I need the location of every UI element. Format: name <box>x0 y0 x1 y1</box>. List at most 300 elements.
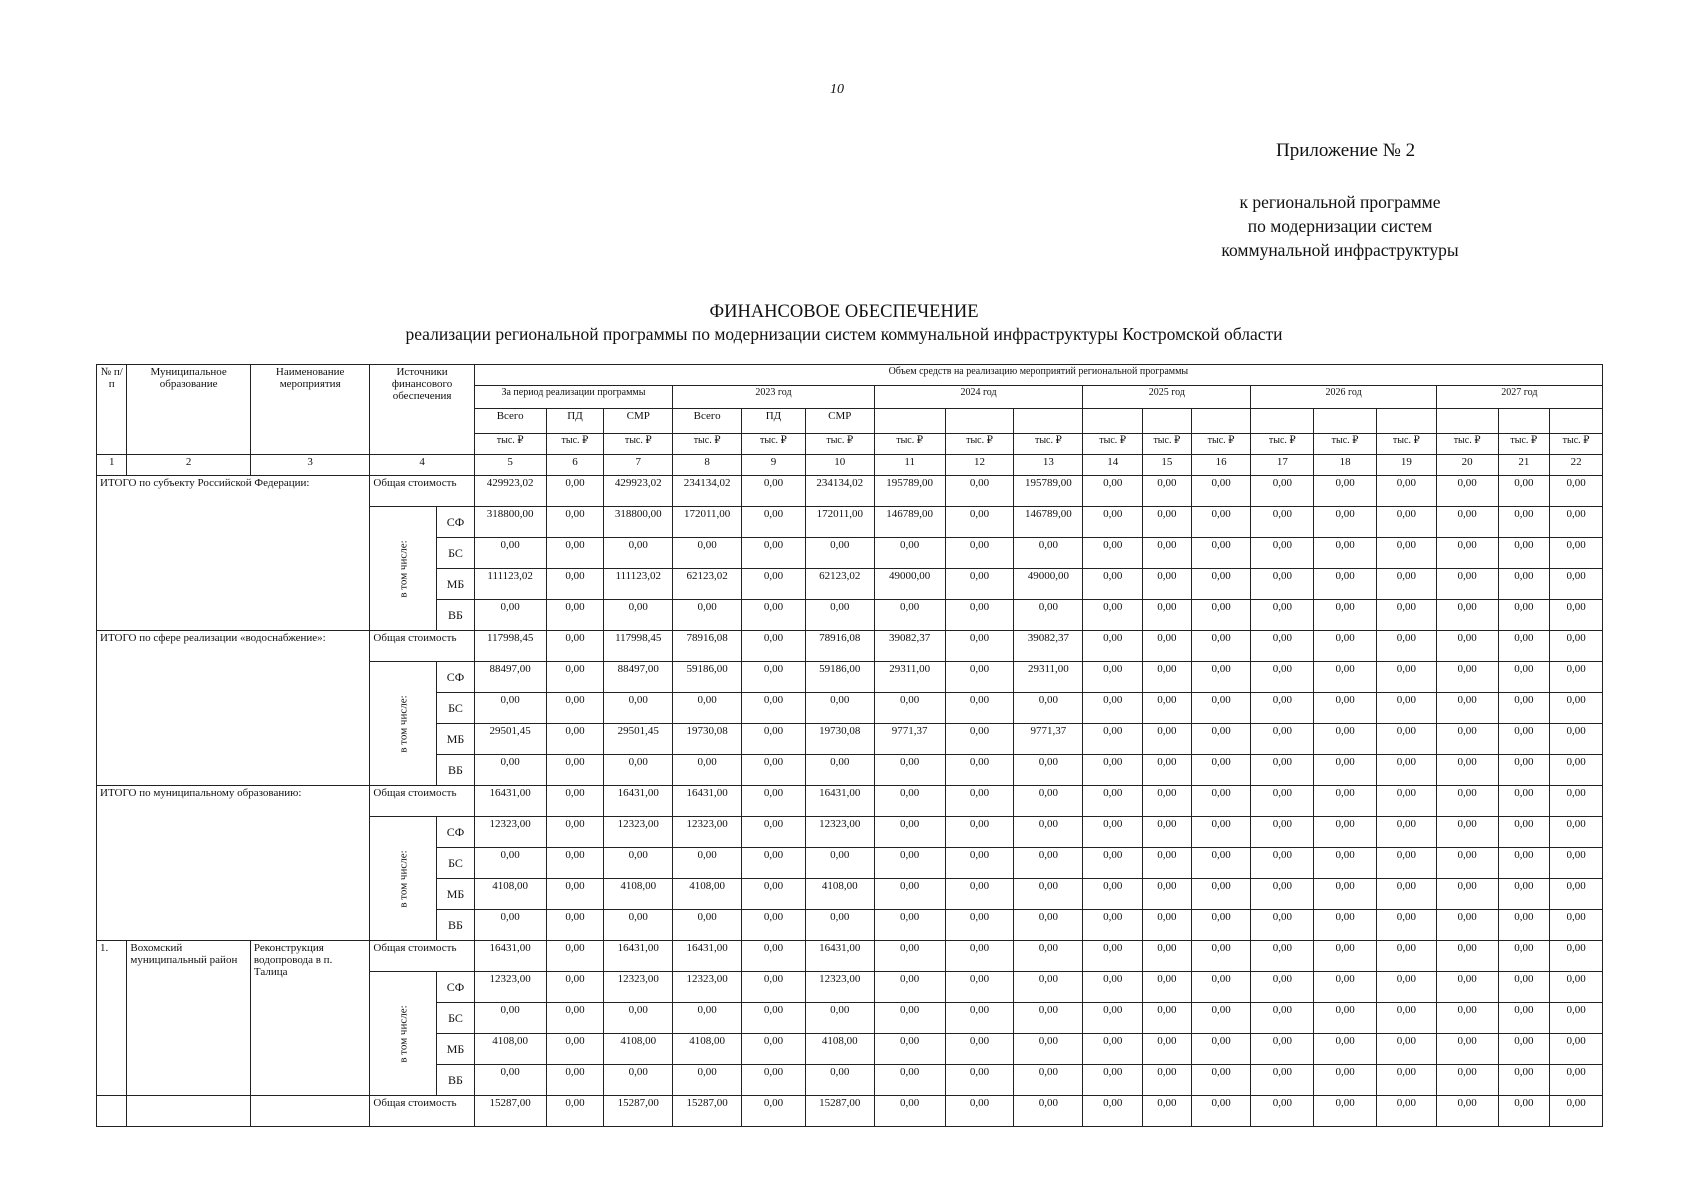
value-cell: 117998,45 <box>474 631 546 662</box>
value-cell: 0,00 <box>1314 972 1377 1003</box>
value-cell: 0,00 <box>1377 724 1437 755</box>
value-cell: 0,00 <box>1377 1003 1437 1034</box>
value-cell: 0,00 <box>1143 476 1192 507</box>
value-cell: 29311,00 <box>1014 662 1083 693</box>
value-cell: 0,00 <box>945 1034 1014 1065</box>
municipality-name: Вохомский муниципальный район <box>127 941 251 1096</box>
value-cell: 0,00 <box>1083 662 1143 693</box>
value-cell: 0,00 <box>1436 1096 1498 1127</box>
value-cell: 0,00 <box>546 1065 604 1096</box>
value-cell: 0,00 <box>1083 693 1143 724</box>
value-cell: 0,00 <box>1314 476 1377 507</box>
value-cell: 0,00 <box>474 538 546 569</box>
value-cell: 0,00 <box>1550 724 1603 755</box>
row-number: 1. <box>97 941 127 1096</box>
value-cell: 49000,00 <box>1014 569 1083 600</box>
value-cell: 0,00 <box>1014 879 1083 910</box>
value-cell: 0,00 <box>1377 848 1437 879</box>
value-cell: 0,00 <box>1377 941 1437 972</box>
value-cell: 0,00 <box>874 755 945 786</box>
table-row <box>97 631 1603 662</box>
value-cell: 0,00 <box>546 972 604 1003</box>
value-cell: 0,00 <box>1083 600 1143 631</box>
value-cell: 172011,00 <box>805 507 874 538</box>
municipality-name <box>127 1096 251 1127</box>
value-cell: 0,00 <box>1498 693 1550 724</box>
value-cell: 0,00 <box>673 848 742 879</box>
value-cell: 0,00 <box>1498 786 1550 817</box>
value-cell: 0,00 <box>805 693 874 724</box>
unit-cell: тыс. ₽ <box>1251 434 1314 455</box>
column-number: 12 <box>945 455 1014 476</box>
value-cell: 0,00 <box>474 600 546 631</box>
value-cell: 0,00 <box>1550 972 1603 1003</box>
value-cell: 318800,00 <box>474 507 546 538</box>
page-number: 10 <box>830 82 844 97</box>
value-cell: 0,00 <box>1083 817 1143 848</box>
value-cell: 0,00 <box>805 1003 874 1034</box>
column-number: 18 <box>1314 455 1377 476</box>
value-cell: 0,00 <box>742 848 806 879</box>
value-cell: 0,00 <box>1083 507 1143 538</box>
value-cell: 78916,08 <box>673 631 742 662</box>
value-cell: 0,00 <box>1191 910 1251 941</box>
value-cell: 0,00 <box>742 476 806 507</box>
value-cell: 0,00 <box>1377 538 1437 569</box>
value-cell: 0,00 <box>1550 1096 1603 1127</box>
source-label: СФ <box>437 662 474 693</box>
value-cell: 0,00 <box>546 507 604 538</box>
value-cell: 0,00 <box>945 600 1014 631</box>
volume-header: Объем средств на реализацию мероприятий региональной программы <box>474 365 1602 386</box>
value-cell: 172011,00 <box>673 507 742 538</box>
unit-cell: тыс. ₽ <box>673 434 742 455</box>
value-cell: 0,00 <box>1251 476 1314 507</box>
value-cell: 0,00 <box>1498 879 1550 910</box>
unit-cell: тыс. ₽ <box>1436 434 1498 455</box>
value-cell: 0,00 <box>742 786 806 817</box>
value-cell: 0,00 <box>1550 941 1603 972</box>
value-cell: 0,00 <box>1083 910 1143 941</box>
value-cell: 0,00 <box>1377 662 1437 693</box>
value-cell: 0,00 <box>546 786 604 817</box>
value-cell: 0,00 <box>1251 538 1314 569</box>
value-cell: 16431,00 <box>673 941 742 972</box>
event-name: Реконструкция водопровода в п. Талица <box>250 941 370 1096</box>
value-cell: 0,00 <box>1083 848 1143 879</box>
value-cell: 0,00 <box>1191 1065 1251 1096</box>
value-cell: 0,00 <box>673 538 742 569</box>
value-cell: 4108,00 <box>604 879 673 910</box>
incl-label-text: в том числе: <box>397 1004 410 1063</box>
event-name <box>250 1096 370 1127</box>
sub-header: СМР <box>805 409 874 434</box>
value-cell: 0,00 <box>1191 476 1251 507</box>
value-cell: 0,00 <box>1436 1065 1498 1096</box>
value-cell: 0,00 <box>604 755 673 786</box>
column-number: 2 <box>127 455 251 476</box>
value-cell: 0,00 <box>945 817 1014 848</box>
total-cost-label: Общая стоимость <box>370 1096 474 1127</box>
value-cell: 0,00 <box>1083 538 1143 569</box>
value-cell: 16431,00 <box>805 786 874 817</box>
value-cell: 19730,08 <box>673 724 742 755</box>
value-cell: 0,00 <box>1314 1096 1377 1127</box>
value-cell: 0,00 <box>874 1065 945 1096</box>
value-cell: 0,00 <box>1498 1034 1550 1065</box>
value-cell: 0,00 <box>604 693 673 724</box>
value-cell: 0,00 <box>1014 1065 1083 1096</box>
source-label: ВБ <box>437 910 474 941</box>
value-cell: 0,00 <box>742 941 806 972</box>
value-cell: 0,00 <box>1191 693 1251 724</box>
value-cell: 15287,00 <box>474 1096 546 1127</box>
value-cell: 0,00 <box>1498 476 1550 507</box>
value-cell: 88497,00 <box>474 662 546 693</box>
value-cell: 0,00 <box>945 538 1014 569</box>
value-cell: 0,00 <box>1314 631 1377 662</box>
value-cell: 0,00 <box>1083 1034 1143 1065</box>
unit-cell: тыс. ₽ <box>945 434 1014 455</box>
unit-cell: тыс. ₽ <box>604 434 673 455</box>
value-cell: 0,00 <box>604 910 673 941</box>
value-cell: 0,00 <box>742 879 806 910</box>
value-cell: 0,00 <box>742 817 806 848</box>
value-cell: 0,00 <box>1014 755 1083 786</box>
value-cell: 0,00 <box>874 848 945 879</box>
value-cell: 0,00 <box>1377 1065 1437 1096</box>
value-cell: 0,00 <box>1314 662 1377 693</box>
year-2027-header: 2027 год <box>1436 386 1602 409</box>
incl-label-text: в том числе: <box>397 849 410 908</box>
value-cell: 0,00 <box>945 1065 1014 1096</box>
source-label: МБ <box>437 569 474 600</box>
value-cell: 0,00 <box>1143 1096 1192 1127</box>
sub-header: Всего <box>673 409 742 434</box>
value-cell: 0,00 <box>1014 1034 1083 1065</box>
value-cell: 0,00 <box>742 1096 806 1127</box>
value-cell: 15287,00 <box>604 1096 673 1127</box>
value-cell: 0,00 <box>1550 631 1603 662</box>
value-cell: 0,00 <box>945 972 1014 1003</box>
value-cell: 39082,37 <box>1014 631 1083 662</box>
value-cell: 0,00 <box>1436 1034 1498 1065</box>
col-no-header: № п/п <box>97 365 127 455</box>
unit-cell: тыс. ₽ <box>546 434 604 455</box>
value-cell: 0,00 <box>1377 786 1437 817</box>
value-cell: 0,00 <box>742 631 806 662</box>
column-number: 16 <box>1191 455 1251 476</box>
value-cell: 0,00 <box>1436 910 1498 941</box>
unit-cell: тыс. ₽ <box>1377 434 1437 455</box>
total-cost-label: Общая стоимость <box>370 631 474 662</box>
value-cell: 0,00 <box>1143 693 1192 724</box>
incl-label <box>370 817 437 941</box>
value-cell: 0,00 <box>1436 755 1498 786</box>
value-cell: 0,00 <box>1083 476 1143 507</box>
value-cell: 29311,00 <box>874 662 945 693</box>
value-cell: 0,00 <box>1550 507 1603 538</box>
value-cell: 0,00 <box>1314 786 1377 817</box>
column-number: 13 <box>1014 455 1083 476</box>
value-cell: 0,00 <box>1014 910 1083 941</box>
source-label: СФ <box>437 507 474 538</box>
unit-cell: тыс. ₽ <box>742 434 806 455</box>
value-cell: 0,00 <box>805 848 874 879</box>
value-cell: 0,00 <box>1314 538 1377 569</box>
value-cell: 0,00 <box>1436 786 1498 817</box>
value-cell: 0,00 <box>1143 755 1192 786</box>
value-cell: 0,00 <box>1436 476 1498 507</box>
value-cell: 0,00 <box>1314 879 1377 910</box>
value-cell: 0,00 <box>1436 693 1498 724</box>
total-cost-label: Общая стоимость <box>370 476 474 507</box>
value-cell: 0,00 <box>546 476 604 507</box>
value-cell: 0,00 <box>1314 600 1377 631</box>
value-cell: 0,00 <box>1550 786 1603 817</box>
value-cell: 0,00 <box>1550 879 1603 910</box>
value-cell: 12323,00 <box>604 972 673 1003</box>
value-cell: 16431,00 <box>474 786 546 817</box>
column-number: 11 <box>874 455 945 476</box>
value-cell: 0,00 <box>874 693 945 724</box>
value-cell: 0,00 <box>1191 600 1251 631</box>
value-cell: 0,00 <box>1498 1003 1550 1034</box>
value-cell: 0,00 <box>1436 879 1498 910</box>
value-cell: 0,00 <box>1314 569 1377 600</box>
value-cell: 0,00 <box>673 1065 742 1096</box>
value-cell: 0,00 <box>1550 1003 1603 1034</box>
value-cell: 0,00 <box>1436 848 1498 879</box>
incl-label-text: в том числе: <box>397 694 410 753</box>
value-cell: 0,00 <box>1498 631 1550 662</box>
value-cell: 0,00 <box>1191 569 1251 600</box>
value-cell: 0,00 <box>1083 972 1143 1003</box>
source-label: БС <box>437 1003 474 1034</box>
value-cell: 0,00 <box>546 724 604 755</box>
value-cell: 0,00 <box>1083 1065 1143 1096</box>
value-cell: 0,00 <box>546 910 604 941</box>
value-cell: 0,00 <box>1191 1003 1251 1034</box>
value-cell: 4108,00 <box>673 879 742 910</box>
unit-cell: тыс. ₽ <box>874 434 945 455</box>
value-cell: 4108,00 <box>805 1034 874 1065</box>
table-row <box>97 1096 1603 1127</box>
source-label: МБ <box>437 879 474 910</box>
value-cell: 111123,02 <box>604 569 673 600</box>
value-cell: 0,00 <box>805 600 874 631</box>
value-cell: 0,00 <box>1143 662 1192 693</box>
value-cell: 0,00 <box>1143 1003 1192 1034</box>
value-cell: 0,00 <box>1083 1003 1143 1034</box>
value-cell: 0,00 <box>1436 507 1498 538</box>
incl-label <box>370 662 437 786</box>
value-cell: 0,00 <box>1550 538 1603 569</box>
value-cell: 0,00 <box>1314 724 1377 755</box>
table-row <box>97 476 1603 507</box>
value-cell: 146789,00 <box>1014 507 1083 538</box>
value-cell: 0,00 <box>1436 662 1498 693</box>
value-cell: 4108,00 <box>474 1034 546 1065</box>
value-cell: 12323,00 <box>805 817 874 848</box>
value-cell: 0,00 <box>1498 538 1550 569</box>
value-cell: 0,00 <box>945 941 1014 972</box>
value-cell: 59186,00 <box>805 662 874 693</box>
value-cell: 0,00 <box>1014 1003 1083 1034</box>
value-cell: 0,00 <box>874 600 945 631</box>
document-title: ФИНАНСОВОЕ ОБЕСПЕЧЕНИЕ <box>709 302 979 322</box>
value-cell: 0,00 <box>1143 848 1192 879</box>
value-cell: 12323,00 <box>474 972 546 1003</box>
value-cell: 0,00 <box>1377 1096 1437 1127</box>
incl-label <box>370 507 437 631</box>
value-cell: 0,00 <box>1314 693 1377 724</box>
value-cell: 0,00 <box>1251 941 1314 972</box>
value-cell: 0,00 <box>1143 972 1192 1003</box>
value-cell: 12323,00 <box>805 972 874 1003</box>
column-numbers-row <box>97 455 1603 476</box>
column-number: 6 <box>546 455 604 476</box>
value-cell: 0,00 <box>1251 910 1314 941</box>
value-cell: 0,00 <box>1083 724 1143 755</box>
source-label: МБ <box>437 724 474 755</box>
value-cell: 12323,00 <box>474 817 546 848</box>
value-cell: 16431,00 <box>474 941 546 972</box>
source-label: БС <box>437 538 474 569</box>
value-cell: 88497,00 <box>604 662 673 693</box>
column-number: 19 <box>1377 455 1437 476</box>
value-cell: 0,00 <box>1436 817 1498 848</box>
group-title: ИТОГО по субъекту Российской Федерации: <box>97 476 370 631</box>
value-cell: 0,00 <box>1550 755 1603 786</box>
value-cell: 0,00 <box>546 662 604 693</box>
source-label: ВБ <box>437 1065 474 1096</box>
value-cell: 0,00 <box>1143 724 1192 755</box>
value-cell: 0,00 <box>474 693 546 724</box>
value-cell: 0,00 <box>945 786 1014 817</box>
value-cell: 0,00 <box>742 507 806 538</box>
value-cell: 0,00 <box>1498 972 1550 1003</box>
value-cell: 0,00 <box>945 507 1014 538</box>
value-cell: 0,00 <box>1014 693 1083 724</box>
value-cell: 0,00 <box>1014 817 1083 848</box>
value-cell: 16431,00 <box>673 786 742 817</box>
value-cell: 0,00 <box>546 941 604 972</box>
appendix-line: к региональной программе <box>1239 192 1441 212</box>
value-cell: 0,00 <box>1498 910 1550 941</box>
value-cell: 0,00 <box>1251 662 1314 693</box>
appendix-title: Приложение № 2 <box>1276 140 1416 161</box>
value-cell: 0,00 <box>1143 879 1192 910</box>
value-cell: 429923,02 <box>604 476 673 507</box>
value-cell: 0,00 <box>1550 848 1603 879</box>
value-cell: 0,00 <box>1377 693 1437 724</box>
unit-cell: тыс. ₽ <box>1014 434 1083 455</box>
source-label: ВБ <box>437 600 474 631</box>
value-cell: 0,00 <box>546 817 604 848</box>
value-cell: 0,00 <box>673 910 742 941</box>
value-cell: 0,00 <box>474 1065 546 1096</box>
value-cell: 0,00 <box>1191 631 1251 662</box>
value-cell: 0,00 <box>1251 724 1314 755</box>
value-cell: 0,00 <box>1314 941 1377 972</box>
value-cell: 0,00 <box>874 786 945 817</box>
value-cell: 15287,00 <box>673 1096 742 1127</box>
value-cell: 0,00 <box>1314 1065 1377 1096</box>
value-cell: 0,00 <box>1377 631 1437 662</box>
value-cell: 0,00 <box>1436 941 1498 972</box>
value-cell: 0,00 <box>945 755 1014 786</box>
value-cell: 117998,45 <box>604 631 673 662</box>
year-2024-header: 2024 год <box>874 386 1083 409</box>
unit-cell: тыс. ₽ <box>1550 434 1603 455</box>
sub-header: СМР <box>604 409 673 434</box>
column-number: 7 <box>604 455 673 476</box>
unit-cell: тыс. ₽ <box>1143 434 1192 455</box>
value-cell: 0,00 <box>1191 941 1251 972</box>
value-cell: 0,00 <box>1314 817 1377 848</box>
value-cell: 0,00 <box>1251 755 1314 786</box>
value-cell: 0,00 <box>742 1003 806 1034</box>
value-cell: 49000,00 <box>874 569 945 600</box>
value-cell: 0,00 <box>945 910 1014 941</box>
value-cell: 0,00 <box>1314 507 1377 538</box>
value-cell: 0,00 <box>742 538 806 569</box>
value-cell: 0,00 <box>546 693 604 724</box>
value-cell: 0,00 <box>742 662 806 693</box>
value-cell: 0,00 <box>1083 631 1143 662</box>
value-cell: 0,00 <box>1498 1065 1550 1096</box>
value-cell: 0,00 <box>742 1034 806 1065</box>
value-cell: 234134,02 <box>805 476 874 507</box>
value-cell: 0,00 <box>945 693 1014 724</box>
value-cell: 0,00 <box>1498 1096 1550 1127</box>
value-cell: 0,00 <box>945 848 1014 879</box>
year-2025-header: 2025 год <box>1083 386 1251 409</box>
value-cell: 0,00 <box>1143 1065 1192 1096</box>
value-cell: 19730,08 <box>805 724 874 755</box>
value-cell: 62123,02 <box>805 569 874 600</box>
value-cell: 0,00 <box>1498 600 1550 631</box>
value-cell: 195789,00 <box>874 476 945 507</box>
value-cell: 0,00 <box>1314 848 1377 879</box>
value-cell: 0,00 <box>546 1096 604 1127</box>
value-cell: 12323,00 <box>673 817 742 848</box>
incl-label-text: в том числе: <box>397 539 410 598</box>
value-cell: 12323,00 <box>604 817 673 848</box>
column-number: 10 <box>805 455 874 476</box>
value-cell: 0,00 <box>1436 972 1498 1003</box>
value-cell: 0,00 <box>1436 631 1498 662</box>
value-cell: 0,00 <box>1251 1065 1314 1096</box>
source-label: БС <box>437 693 474 724</box>
value-cell: 0,00 <box>1191 786 1251 817</box>
value-cell: 0,00 <box>945 879 1014 910</box>
finance-table <box>96 364 1603 1127</box>
column-number: 4 <box>370 455 474 476</box>
value-cell: 39082,37 <box>874 631 945 662</box>
value-cell: 0,00 <box>546 600 604 631</box>
value-cell: 0,00 <box>1436 1003 1498 1034</box>
incl-label <box>370 972 437 1096</box>
value-cell: 0,00 <box>742 693 806 724</box>
value-cell: 0,00 <box>546 631 604 662</box>
value-cell: 0,00 <box>604 1003 673 1034</box>
value-cell: 0,00 <box>1377 879 1437 910</box>
sub-header: Всего <box>474 409 546 434</box>
value-cell: 0,00 <box>1014 972 1083 1003</box>
value-cell: 0,00 <box>1550 476 1603 507</box>
